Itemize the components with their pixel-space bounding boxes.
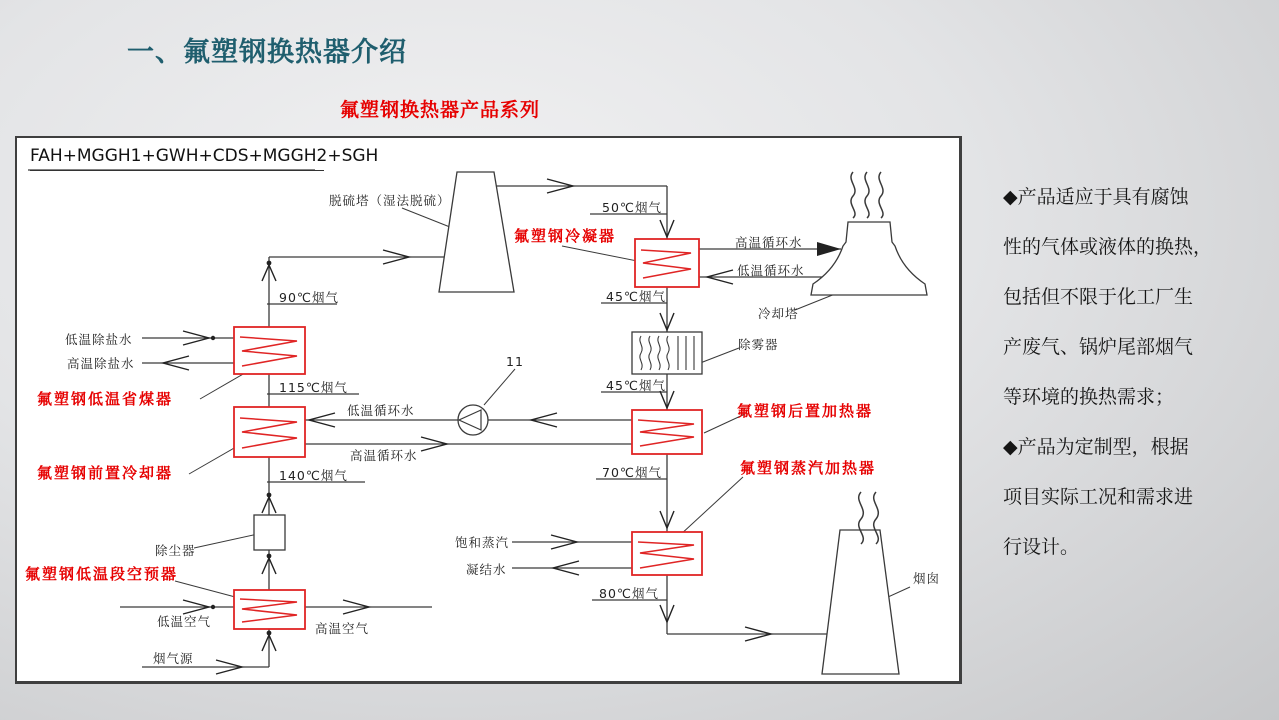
flue-45a-label: 45℃烟气 (606, 289, 666, 304)
pump-icon (458, 405, 488, 435)
condensate-label: 凝结水 (466, 562, 507, 577)
circ-cold-top-label: 低温循环水 (737, 263, 805, 278)
flue-70-label: 70℃烟气 (602, 465, 662, 480)
flow-diagram-panel (15, 136, 962, 684)
circ-hot-top-label: 高温循环水 (735, 235, 803, 250)
note-line: 包括但不限于化工厂生 (1003, 286, 1194, 308)
circ-cold-mid-label: 低温循环水 (347, 403, 415, 418)
note-line: 等环境的换热需求； (1003, 386, 1175, 408)
flue-50-label: 50℃烟气 (602, 200, 662, 215)
note-line: ◆产品适应于具有腐蚀 (1003, 186, 1189, 208)
circ-hot-mid-label: 高温循环水 (350, 448, 418, 463)
condenser-label: 氟塑钢冷凝器 (514, 227, 617, 245)
flue-115-label: 115℃烟气 (279, 380, 348, 395)
note-line: 产废气、锅炉尾部烟气 (1003, 336, 1194, 358)
chimney-label: 烟囱 (913, 571, 941, 586)
note-line: ◆产品为定制型，根据 (1003, 436, 1189, 458)
air-hot-label: 高温空气 (315, 621, 370, 636)
pipes (28, 170, 841, 667)
flue-90-label: 90℃烟气 (279, 290, 339, 305)
cooling-tower-label: 冷却塔 (758, 306, 799, 321)
steam-heater-label: 氟塑钢蒸汽加热器 (740, 459, 877, 477)
steam-sat-label: 饱和蒸汽 (455, 535, 510, 550)
flue-80-label: 80℃烟气 (599, 586, 659, 601)
demister-label: 除雾器 (738, 337, 779, 352)
page-title: 一、氟塑钢换热器介绍 (127, 37, 407, 67)
flue-45b-label: 45℃烟气 (606, 378, 666, 393)
demister-box (632, 332, 702, 374)
note-line: 项目实际工况和需求进 (1003, 486, 1194, 508)
cooling-tower-steam-icon (851, 172, 883, 218)
dust-collector-label: 除尘器 (155, 543, 196, 558)
economizer-label: 氟塑钢低温省煤器 (37, 390, 174, 408)
pump-tag-label: 11 (506, 354, 524, 369)
reheater-label: 氟塑钢后置加热器 (737, 402, 874, 420)
product-notes (1003, 172, 1253, 572)
dust-collector-box (254, 515, 285, 550)
air-preheater-label: 氟塑钢低温段空预器 (25, 565, 179, 583)
desalt-cold-label: 低温除盐水 (65, 332, 133, 347)
flue-140-label: 140℃烟气 (279, 468, 348, 483)
air-cold-label: 低温空气 (157, 614, 212, 629)
system-code-label: FAH+MGGH1+GWH+CDS+MGGH2+SGH (30, 146, 324, 171)
flue-source-label: 烟气源 (153, 651, 194, 666)
cooling-tower-shape (811, 222, 927, 295)
desulfurization-tower-label: 脱硫塔（湿法脱硫） (329, 193, 451, 208)
desalt-hot-label: 高温除盐水 (67, 356, 135, 371)
chimney-shape (822, 530, 899, 674)
note-line: 性的气体或液体的换热， (1003, 236, 1213, 258)
note-line: 行设计。 (1003, 536, 1080, 558)
precooler-label: 氟塑钢前置冷却器 (37, 464, 174, 482)
desulfurization-tower-shape (439, 172, 514, 292)
diagram-subtitle: 氟塑钢换热器产品系列 (340, 99, 541, 121)
